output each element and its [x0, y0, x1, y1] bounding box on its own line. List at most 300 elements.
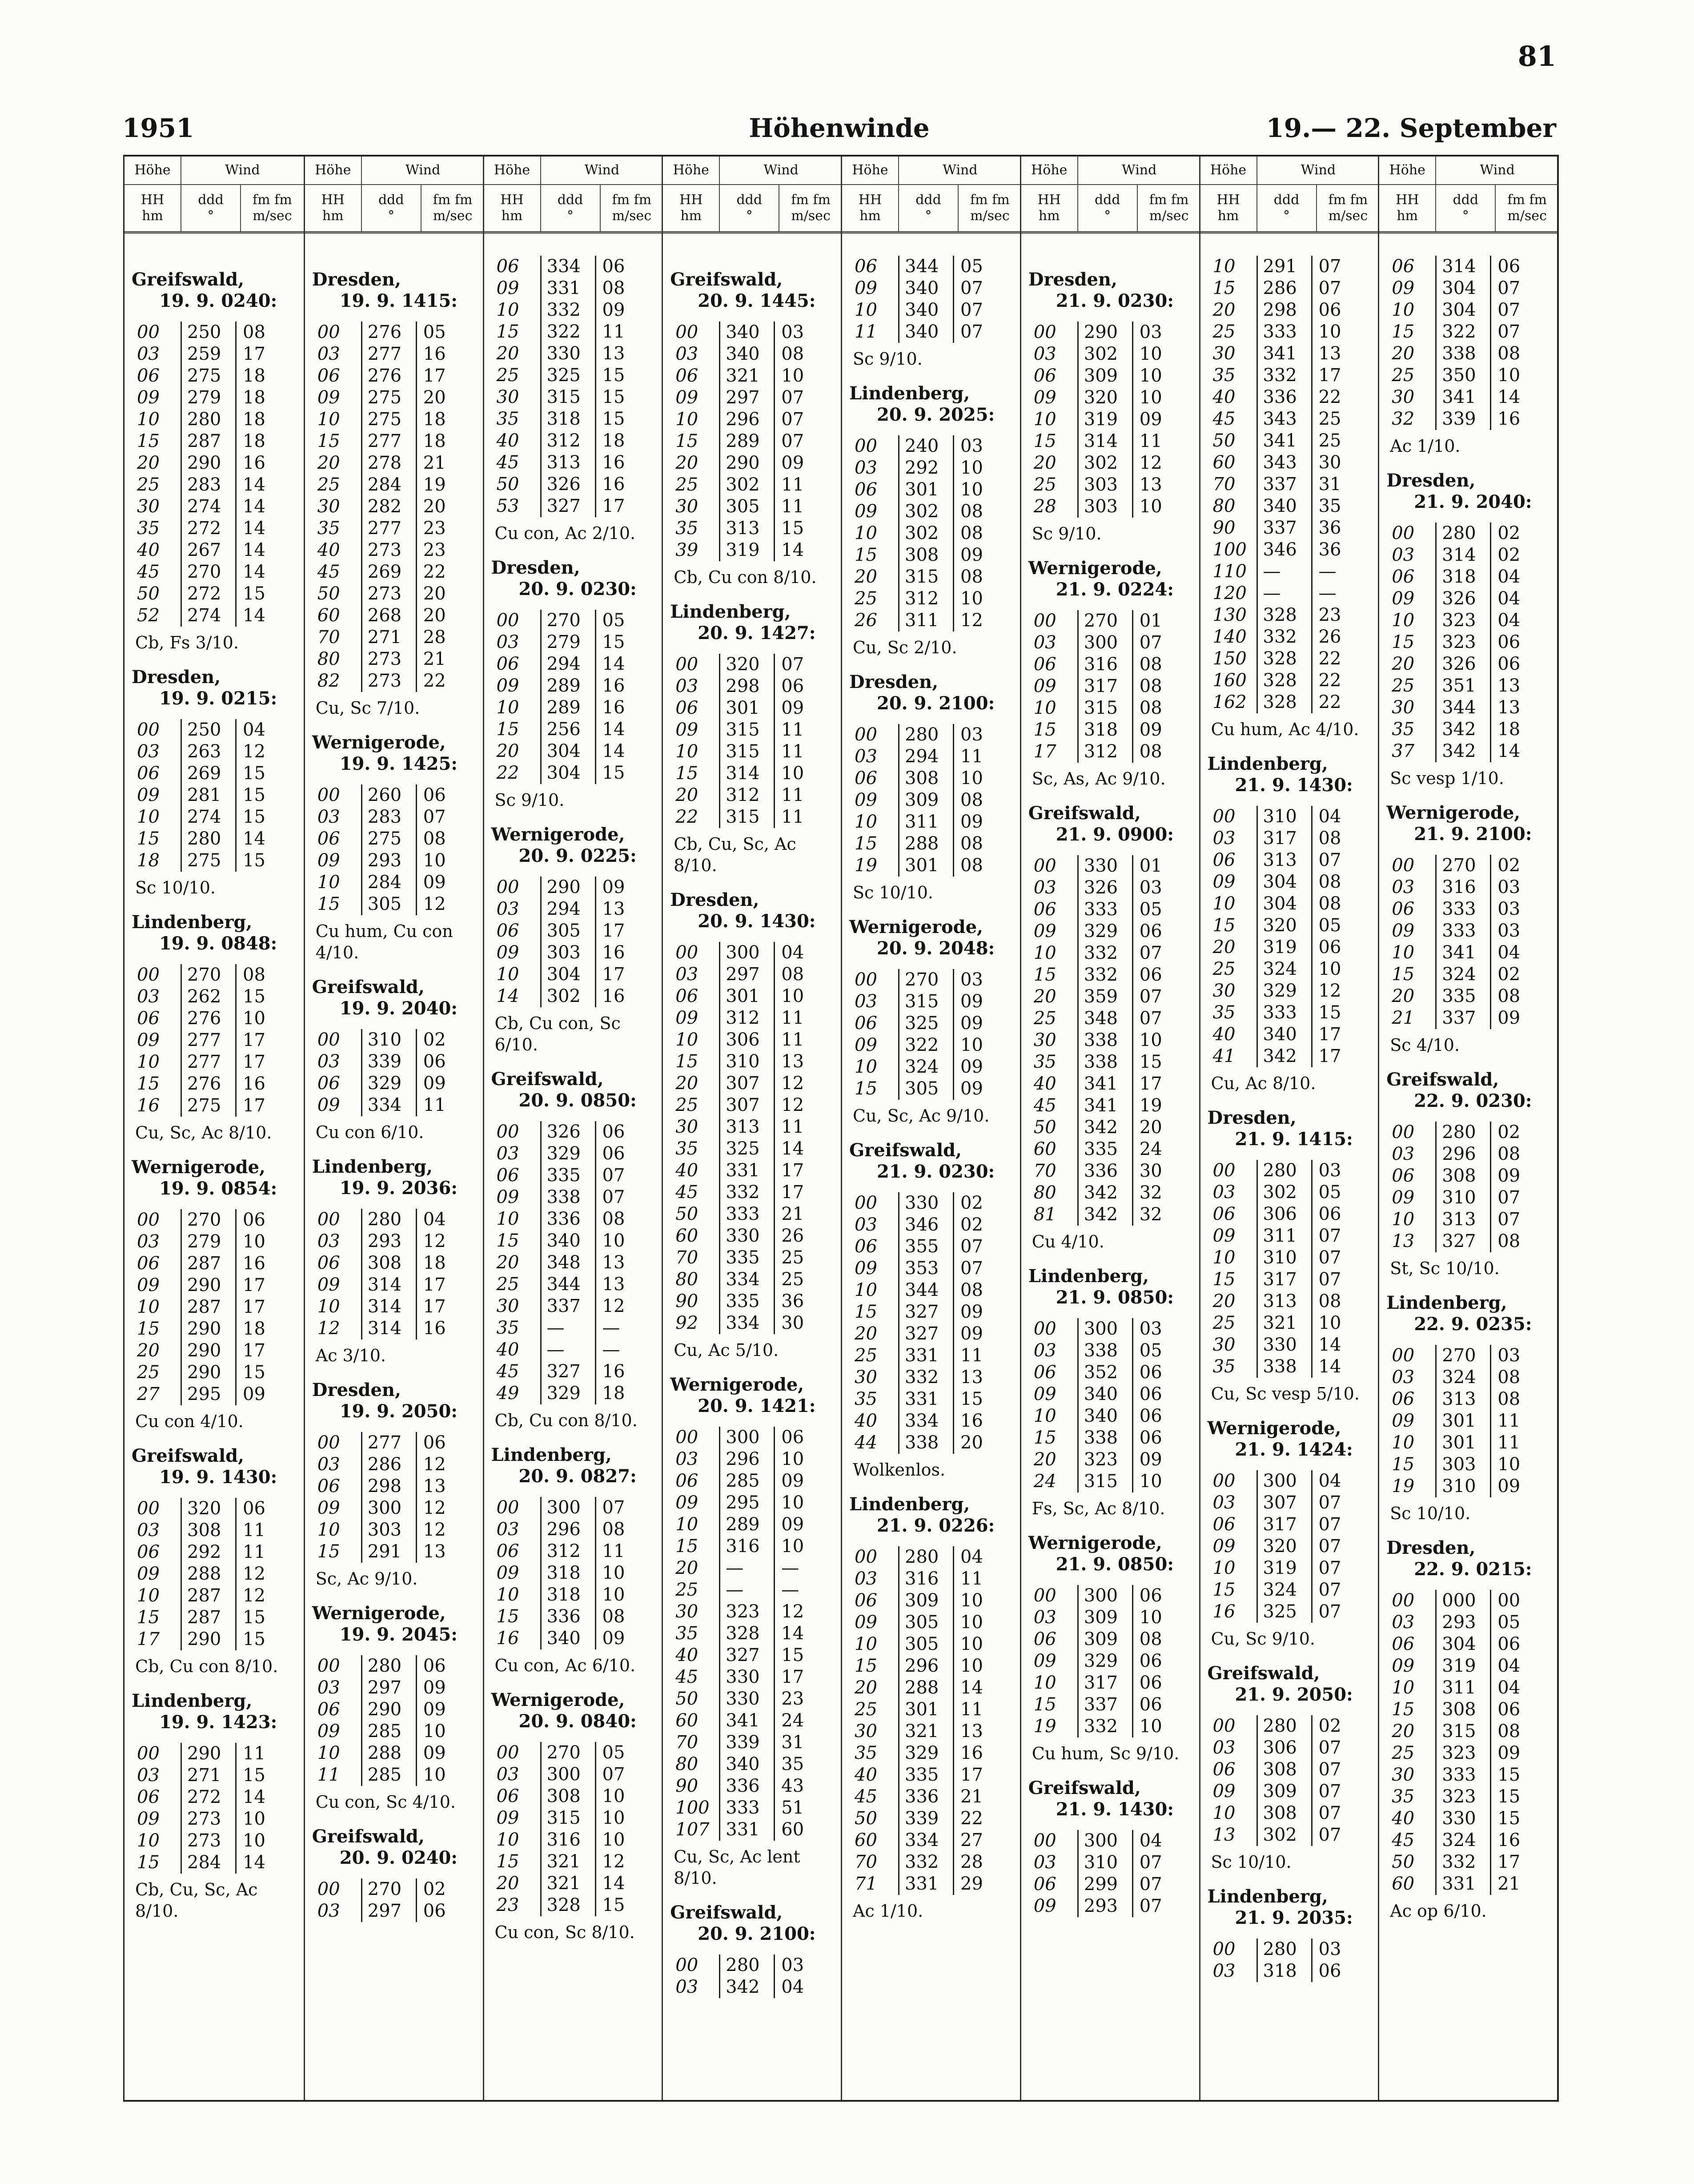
- direction-cell: 331: [719, 1819, 774, 1841]
- cloud-note: Cu, Sc vesp 5/10.: [1211, 1384, 1360, 1404]
- direction-cell: 302: [1077, 452, 1132, 474]
- speed-cell: 08: [1132, 654, 1180, 676]
- table-row: [1386, 1721, 1558, 1742]
- height-cell: 110: [1212, 561, 1247, 582]
- height-cell: 15: [1392, 632, 1415, 652]
- height-cell: 00: [1212, 806, 1236, 827]
- height-cell: 00: [317, 1879, 340, 1899]
- direction-cell: 318: [540, 1562, 595, 1584]
- speed-cell: 10: [1132, 1471, 1180, 1492]
- direction-cell: 340: [898, 299, 953, 321]
- direction-cell: 304: [1435, 299, 1490, 321]
- table-row: [670, 1688, 842, 1710]
- direction-cell: 330: [898, 1192, 953, 1214]
- table-row: [132, 539, 304, 561]
- header-fm-label: fm fm: [253, 192, 292, 208]
- speed-cell: 04: [774, 942, 821, 964]
- height-cell: 10: [855, 1057, 877, 1077]
- direction-cell: 329: [1077, 1650, 1132, 1672]
- direction-cell: 270: [1435, 855, 1490, 877]
- height-cell: 30: [1392, 387, 1415, 407]
- table-row: [312, 1274, 484, 1296]
- height-cell: 25: [1033, 475, 1056, 495]
- table-row: [1208, 1781, 1380, 1802]
- height-cell: 06: [855, 479, 877, 500]
- speed-cell: 17: [235, 1275, 283, 1296]
- station-name: Dresden,: [491, 557, 580, 578]
- direction-cell: 340: [719, 343, 774, 365]
- direction-cell: 318: [540, 408, 595, 430]
- cloud-note: Cu, Sc, Ac lent 8/10.: [674, 1847, 800, 1888]
- speed-cell: 35: [774, 1754, 821, 1775]
- direction-cell: 359: [1077, 986, 1132, 1008]
- column-body: [124, 233, 304, 1922]
- height-cell: 10: [855, 812, 877, 832]
- height-cell: 15: [675, 763, 698, 784]
- height-cell: 06: [1392, 1634, 1415, 1654]
- table-row: [1386, 877, 1558, 898]
- table-row: [132, 605, 304, 627]
- height-cell: 09: [675, 720, 698, 740]
- height-cell: 100: [675, 1798, 710, 1818]
- speed-cell: 20: [416, 387, 463, 409]
- station-heading: [670, 601, 842, 644]
- sounding-block: [1386, 802, 1558, 1056]
- table-row: [1028, 1874, 1200, 1895]
- table-row: [1208, 1802, 1380, 1824]
- direction-cell: 334: [898, 1830, 953, 1851]
- speed-cell: 28: [416, 627, 463, 648]
- cloud-note: Cb, Cu con 8/10.: [494, 1411, 638, 1430]
- table-row: [312, 1029, 484, 1051]
- height-cell: 09: [855, 1258, 877, 1279]
- speed-cell: 07: [1132, 1008, 1180, 1030]
- sounding-time: 19. 9. 0215:: [159, 688, 277, 709]
- height-cell: 30: [1392, 697, 1415, 718]
- direction-cell: 335: [540, 1165, 595, 1187]
- speed-cell: 36: [1311, 517, 1359, 539]
- speed-cell: 16: [1490, 408, 1537, 430]
- speed-cell: 43: [774, 1775, 821, 1797]
- table-row: [670, 1247, 842, 1269]
- speed-cell: 09: [1132, 719, 1180, 741]
- speed-cell: 11: [235, 1520, 283, 1541]
- speed-cell: 10: [235, 1008, 283, 1030]
- direction-cell: 337: [540, 1295, 595, 1317]
- height-cell: 03: [137, 344, 160, 364]
- table-row: [1386, 697, 1558, 719]
- direction-cell: 308: [1435, 1165, 1490, 1187]
- speed-cell: 18: [595, 430, 642, 452]
- table-row: [1208, 1312, 1380, 1334]
- direction-cell: 352: [1077, 1362, 1132, 1384]
- table-row: [1386, 1432, 1558, 1454]
- speed-cell: 18: [235, 409, 283, 430]
- height-cell: 15: [317, 894, 340, 914]
- speed-cell: 11: [953, 746, 1000, 768]
- cloud-note: Cu, Ac 8/10.: [1211, 1074, 1316, 1093]
- table-row: [132, 1340, 304, 1362]
- height-cell: 24: [1033, 1471, 1056, 1492]
- table-row: [132, 496, 304, 518]
- station-heading: [1386, 802, 1558, 845]
- height-cell: 03: [1033, 877, 1056, 898]
- table-row: [849, 811, 1021, 833]
- speed-cell: 14: [953, 1677, 1000, 1699]
- speed-cell: 13: [1132, 474, 1180, 496]
- height-cell: 00: [855, 724, 877, 745]
- sounding-time: 21. 9. 0900:: [1056, 824, 1174, 845]
- speed-cell: 18: [416, 1252, 463, 1274]
- speed-cell: 07: [774, 654, 821, 676]
- speed-cell: 11: [774, 1029, 821, 1051]
- height-cell: 50: [1212, 430, 1236, 451]
- speed-cell: 07: [595, 1165, 642, 1187]
- sounding-block: [849, 672, 1021, 903]
- speed-cell: 08: [953, 566, 1000, 588]
- table-row: [849, 724, 1021, 746]
- direction-cell: 270: [898, 969, 953, 991]
- height-cell: 00: [317, 322, 340, 342]
- direction-cell: 277: [361, 1432, 416, 1454]
- speed-cell: 01: [1132, 855, 1180, 877]
- table-row: [1028, 697, 1200, 719]
- header-ddd-label: ddd: [1273, 192, 1300, 208]
- table-row: [1208, 1557, 1380, 1579]
- height-cell: 15: [1033, 431, 1056, 451]
- column-header: [305, 157, 484, 233]
- speed-cell: 18: [235, 365, 283, 387]
- speed-cell: 17: [1311, 365, 1359, 386]
- height-cell: 22: [496, 763, 519, 783]
- table-row: [670, 496, 842, 518]
- table-row: [670, 1797, 842, 1819]
- direction-cell: 317: [1256, 1514, 1311, 1536]
- speed-cell: 16: [595, 1361, 642, 1383]
- station-name: Dresden,: [1207, 1107, 1297, 1128]
- direction-cell: 290: [181, 1318, 235, 1340]
- height-cell: 06: [855, 1236, 877, 1257]
- station-heading: [1028, 1266, 1200, 1308]
- table-row: [670, 1427, 842, 1448]
- speed-cell: 12: [774, 1073, 821, 1094]
- header-ddd: [720, 185, 779, 231]
- header-hoehe: Höhe: [124, 157, 181, 184]
- table-row: [312, 1721, 484, 1742]
- table-row: [849, 457, 1021, 479]
- cloud-note: Ac 1/10.: [853, 1901, 923, 1921]
- direction-cell: 290: [540, 877, 595, 898]
- header-hh-label: HH: [1396, 192, 1419, 208]
- table-row: [132, 1786, 304, 1808]
- header-hh: [1200, 185, 1257, 231]
- height-cell: 35: [675, 1138, 698, 1159]
- table-row: [491, 898, 663, 920]
- speed-cell: —: [1311, 583, 1359, 604]
- table-row: [491, 719, 663, 740]
- direction-cell: 315: [719, 806, 774, 828]
- table-row: [1028, 1160, 1200, 1182]
- speed-cell: 14: [774, 1138, 821, 1160]
- speed-cell: 09: [774, 1470, 821, 1492]
- direction-cell: 324: [898, 1056, 953, 1078]
- speed-cell: 06: [1311, 299, 1359, 321]
- speed-cell: 05: [416, 322, 463, 343]
- speed-cell: 06: [1132, 1427, 1180, 1449]
- station-heading: [491, 557, 663, 600]
- table-row: [1028, 1852, 1200, 1874]
- table-row: [1386, 1410, 1558, 1432]
- height-cell: 15: [1212, 915, 1236, 936]
- direction-cell: 308: [181, 1520, 235, 1541]
- direction-cell: 296: [719, 409, 774, 430]
- table-row: [312, 1677, 484, 1699]
- table-row: [1386, 1367, 1558, 1388]
- table-row: [849, 1192, 1021, 1214]
- direction-cell: 269: [361, 561, 416, 583]
- height-cell: 00: [137, 1498, 160, 1519]
- table-row: [849, 1721, 1021, 1742]
- table-row: [1386, 1742, 1558, 1764]
- table-row: [670, 1601, 842, 1623]
- direction-cell: 301: [719, 697, 774, 719]
- table-row: [1208, 915, 1380, 937]
- speed-cell: 30: [1132, 1160, 1180, 1182]
- height-cell: 00: [1033, 856, 1056, 876]
- height-cell: 03: [1392, 1612, 1415, 1633]
- height-cell: 25: [496, 1274, 519, 1295]
- table-row: [312, 387, 484, 409]
- table-row: [1386, 964, 1558, 985]
- table-row: [132, 1095, 304, 1117]
- table-row: [1028, 365, 1200, 387]
- cloud-note: Ac 3/10.: [315, 1346, 386, 1365]
- table-row: [1028, 474, 1200, 496]
- speed-cell: 30: [774, 1312, 821, 1334]
- header-msec-label: m/sec: [253, 208, 292, 224]
- table-row: [1386, 299, 1558, 321]
- height-cell: 00: [855, 969, 877, 990]
- table-row: [1028, 877, 1200, 899]
- table-row: [849, 789, 1021, 811]
- speed-cell: 26: [1311, 626, 1359, 648]
- speed-cell: 02: [1490, 523, 1537, 544]
- table-row: [491, 1742, 663, 1764]
- table-row: [1386, 985, 1558, 1007]
- table-row: [1208, 1939, 1380, 1960]
- speed-cell: 10: [595, 1230, 642, 1252]
- speed-cell: 09: [416, 1742, 463, 1764]
- speed-cell: 18: [235, 387, 283, 409]
- height-cell: 20: [1392, 1721, 1415, 1742]
- table-row: [1028, 1471, 1200, 1492]
- direction-cell: 290: [181, 1629, 235, 1650]
- height-cell: 30: [675, 1117, 698, 1137]
- height-cell: 107: [675, 1819, 710, 1840]
- direction-cell: 292: [898, 457, 953, 479]
- column-header: [842, 157, 1021, 233]
- height-cell: 35: [1392, 719, 1415, 740]
- height-cell: 06: [317, 1476, 340, 1496]
- table-row: [1386, 1786, 1558, 1808]
- table-row: [1028, 986, 1200, 1008]
- direction-cell: 293: [1435, 1612, 1490, 1633]
- header-ddd-label: ddd: [736, 192, 763, 208]
- speed-cell: 06: [1490, 1633, 1537, 1655]
- direction-cell: 332: [898, 1367, 953, 1388]
- height-cell: 10: [1212, 1247, 1236, 1268]
- height-cell: 09: [496, 1563, 519, 1583]
- table-row: [670, 518, 842, 539]
- speed-cell: 14: [1311, 1334, 1359, 1356]
- station-name: Wernigerode,: [132, 1157, 265, 1178]
- speed-cell: 04: [416, 1209, 463, 1231]
- table-row: [670, 1470, 842, 1492]
- speed-cell: 25: [1311, 430, 1359, 452]
- speed-cell: 06: [416, 1900, 463, 1922]
- speed-cell: 16: [595, 675, 642, 697]
- height-cell: 00: [675, 942, 698, 963]
- speed-cell: 18: [235, 1318, 283, 1340]
- table-row: [670, 1666, 842, 1688]
- height-cell: 30: [1033, 1030, 1056, 1050]
- sounding-block: [1208, 1886, 1380, 1982]
- station-name: Lindenberg,: [1386, 1292, 1507, 1313]
- speed-cell: 11: [235, 1743, 283, 1765]
- direction-cell: 329: [361, 1073, 416, 1094]
- direction-cell: 280: [1256, 1160, 1311, 1182]
- table-row: [670, 697, 842, 719]
- speed-cell: 32: [1132, 1182, 1180, 1204]
- speed-cell: 06: [1132, 1694, 1180, 1716]
- height-cell: 06: [675, 986, 698, 1006]
- direction-cell: 328: [540, 1894, 595, 1916]
- speed-cell: 02: [1490, 1122, 1537, 1143]
- speed-cell: 03: [1132, 877, 1180, 899]
- direction-cell: 287: [181, 430, 235, 452]
- height-cell: 15: [496, 1851, 519, 1872]
- direction-cell: 305: [540, 920, 595, 942]
- speed-cell: 21: [416, 452, 463, 474]
- height-cell: 15: [855, 545, 877, 565]
- table-row: [491, 1628, 663, 1649]
- height-cell: 20: [855, 1677, 877, 1698]
- direction-cell: 321: [540, 1851, 595, 1873]
- cloud-note: Cu, Ac 5/10.: [674, 1340, 779, 1360]
- sounding-block: [312, 1826, 484, 1922]
- height-cell: 25: [855, 1345, 877, 1366]
- height-cell: 00: [137, 1210, 160, 1230]
- direction-cell: 000: [1435, 1590, 1490, 1612]
- table-row: [670, 430, 842, 452]
- header-deg-label: °: [1462, 208, 1469, 224]
- direction-cell: 306: [719, 1029, 774, 1051]
- station-name: Dresden,: [312, 269, 401, 290]
- speed-cell: 08: [1132, 676, 1180, 697]
- height-cell: 10: [137, 1830, 160, 1851]
- sounding-time: 22. 9. 0235:: [1414, 1314, 1532, 1335]
- table-row: [491, 321, 663, 343]
- speed-cell: 07: [595, 1764, 642, 1786]
- table-row: [491, 1252, 663, 1274]
- table-row: [1208, 1356, 1380, 1378]
- height-cell: 03: [855, 746, 877, 767]
- height-cell: 03: [317, 1901, 340, 1921]
- height-cell: 30: [1212, 1335, 1236, 1355]
- sounding-time: 21. 9. 0224:: [1056, 579, 1174, 600]
- direction-cell: 338: [1077, 1030, 1132, 1051]
- station-name: Lindenberg,: [132, 1690, 253, 1711]
- station-heading: [132, 912, 304, 954]
- table-row: [849, 610, 1021, 631]
- table-row: [849, 833, 1021, 855]
- direction-cell: 335: [898, 1764, 953, 1786]
- header-msec-label: m/sec: [970, 208, 1010, 224]
- cloud-note: Cu con, Ac 2/10.: [494, 523, 636, 543]
- direction-cell: 329: [1077, 921, 1132, 942]
- height-cell: 45: [1033, 1095, 1056, 1116]
- height-cell: 03: [1212, 828, 1236, 849]
- table-row: [491, 920, 663, 942]
- table-row: [132, 518, 304, 539]
- station-name: Wernigerode,: [312, 732, 446, 753]
- direction-cell: 304: [1256, 871, 1311, 893]
- height-cell: 60: [675, 1710, 698, 1731]
- speed-cell: 15: [235, 784, 283, 806]
- speed-cell: 11: [1132, 430, 1180, 452]
- speed-cell: 07: [1490, 299, 1537, 321]
- height-cell: 20: [855, 1323, 877, 1344]
- table-row: [849, 746, 1021, 768]
- speed-cell: 16: [235, 1073, 283, 1095]
- sounding-time: 20. 9. 1427:: [698, 623, 816, 644]
- direction-cell: 330: [1077, 855, 1132, 877]
- station-heading: [491, 1069, 663, 1111]
- table-row: [1208, 430, 1380, 452]
- height-cell: 09: [496, 942, 519, 963]
- height-cell: 25: [1212, 1313, 1236, 1333]
- table-row: [312, 365, 484, 387]
- speed-cell: 17: [774, 1666, 821, 1688]
- height-cell: 03: [675, 964, 698, 985]
- table-row: [1386, 278, 1558, 299]
- direction-cell: 293: [1077, 1895, 1132, 1917]
- table-row: [1208, 1225, 1380, 1247]
- table-row: [312, 1252, 484, 1274]
- height-cell: 00: [1392, 1122, 1415, 1142]
- height-cell: 03: [317, 1231, 340, 1251]
- speed-cell: 08: [1490, 1367, 1537, 1388]
- direction-cell: 333: [719, 1797, 774, 1819]
- height-cell: 03: [496, 632, 519, 652]
- table-row: [491, 343, 663, 365]
- direction-cell: 324: [1256, 1579, 1311, 1601]
- direction-cell: 310: [361, 1029, 416, 1051]
- speed-cell: 07: [416, 806, 463, 828]
- direction-cell: 270: [361, 1878, 416, 1900]
- sounding-block: [1208, 753, 1380, 1094]
- direction-cell: 333: [1435, 1764, 1490, 1786]
- table-row: [1208, 1579, 1380, 1601]
- table-row: [1386, 566, 1558, 588]
- speed-cell: 09: [953, 1323, 1000, 1345]
- table-row: [1386, 719, 1558, 740]
- direction-cell: 280: [181, 409, 235, 430]
- station-heading: [670, 1374, 842, 1417]
- height-cell: 40: [675, 1160, 698, 1181]
- height-cell: 03: [1212, 1738, 1236, 1758]
- speed-cell: 15: [1490, 1786, 1537, 1808]
